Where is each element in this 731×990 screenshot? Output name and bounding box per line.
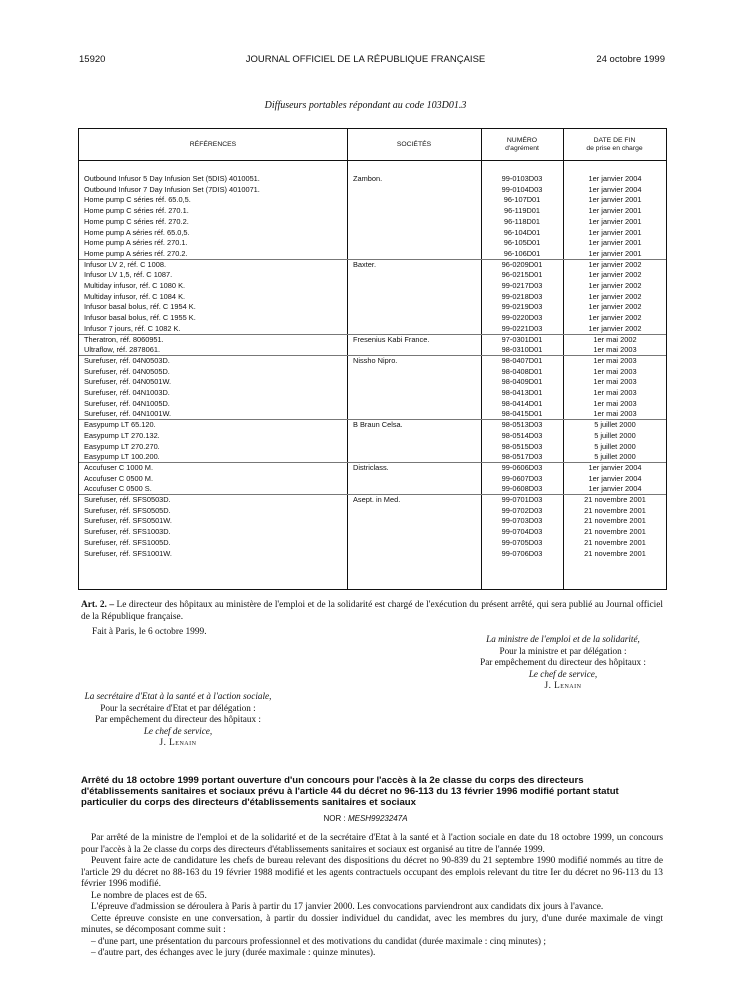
numero-cell: 99-0705D03 (501, 537, 543, 547)
numero-cell: 99-0103D03 (501, 174, 543, 183)
date-cell: 1er janvier 2004 (588, 174, 642, 183)
reference-cell: Ultraflow, réf. 2878061. (84, 345, 161, 355)
date-cell: 5 juillet 2000 (594, 452, 636, 462)
reference-cell: Home pump C séries réf. 270.2. (84, 216, 189, 226)
numero-cell: 99-0219D03 (501, 302, 543, 312)
numero-cell: 99-0218D03 (501, 291, 543, 301)
date-cell: 1er janvier 2004 (588, 473, 642, 483)
numero-cell: 96-0215D01 (501, 270, 543, 280)
date-cell: 1er janvier 2002 (588, 281, 642, 290)
reference-cell: Infusor basal bolus, réf. C 1954 K. (84, 302, 196, 312)
reference-cell: Surefuser, réf. 04N0503D. (84, 355, 170, 365)
reference-cell: Outbound Infusor 5 Day Infusion Set (5DIS) 4010051. (84, 174, 260, 183)
date-cell: 1er janvier 2002 (588, 291, 642, 301)
devices-table (78, 128, 667, 590)
date-cell: 1er janvier 2002 (588, 302, 642, 312)
reference-cell: Easypump LT 65.120. (84, 420, 156, 430)
date-cell: 1er mai 2003 (593, 355, 637, 365)
table-row (79, 217, 666, 228)
table-row (79, 185, 666, 196)
table-row (79, 463, 666, 474)
table-row (79, 431, 666, 442)
table-row (79, 549, 666, 560)
date-cell: 1er janvier 2004 (588, 484, 642, 494)
date-cell: 21 novembre 2001 (584, 495, 646, 504)
paragraph: – d'une part, une présentation du parcours professionnel et des motivations du candidat (durée maximale : cinq minutes) ; (91, 936, 546, 947)
reference-cell: Home pump A séries réf. 270.1. (84, 238, 188, 248)
signature-ministre: La ministre de l'emploi et de la solidarité, Pour la ministre et par délégation : Par empêchement du directeur des hôpitaux : Le chef de service, J. Lenain (480, 634, 646, 690)
numero-cell: 99-0221D03 (501, 323, 543, 333)
reference-cell: Accufuser C 1000 M. (84, 462, 154, 472)
numero-cell: 98-0515D03 (501, 441, 543, 451)
date-cell: 1er janvier 2004 (588, 462, 642, 472)
reference-cell: Surefuser, réf. 04N1001W. (84, 409, 172, 419)
table-row (79, 538, 666, 549)
article-2 (81, 600, 663, 623)
reference-cell: Infusor basal bolus, réf. C 1955 K. (84, 313, 196, 323)
date-cell: 1er janvier 2001 (588, 195, 642, 205)
article-2-text: Le directeur des hôpitaux au ministère de l'emploi et de la solidarité est chargé de l'exécution du présent arrêté, qui sera publié au Journal officiel de la République française. (81, 600, 664, 622)
header-societes: SOCIÉTÉS (396, 140, 432, 148)
paragraph: – d'autre part, des échanges avec le jury (durée maximale : quinze minutes). (91, 948, 376, 958)
numero-cell: 99-0220D03 (501, 313, 543, 323)
table-row (79, 367, 666, 378)
company-cell: Fresenius Kabi France. (353, 334, 430, 344)
date-cell: 21 novembre 2001 (584, 527, 646, 537)
numero-cell: 98-0414D01 (501, 398, 543, 408)
date-cell: 1er janvier 2004 (588, 184, 642, 194)
date-cell: 1er mai 2003 (593, 366, 637, 376)
reference-cell: Multiday infusor, réf. C 1084 K. (84, 291, 186, 301)
table-row (79, 388, 666, 399)
reference-cell: Surefuser, réf. 04N1005D. (84, 398, 170, 408)
date-cell: 21 novembre 2001 (584, 537, 646, 547)
date-cell: 5 juillet 2000 (594, 420, 636, 430)
date-cell: 5 juillet 2000 (594, 441, 636, 451)
article-2-label: Art. 2. – (81, 600, 115, 610)
date-cell: 1er janvier 2001 (588, 227, 642, 237)
numero-cell: 99-0104D03 (501, 184, 543, 194)
reference-cell: Surefuser, réf. SFS0503D. (84, 495, 171, 504)
table-row (79, 399, 666, 410)
date-cell: 21 novembre 2001 (584, 548, 646, 558)
numero-cell: 97-0301D01 (501, 334, 543, 344)
numero-cell: 99-0701D03 (501, 495, 543, 504)
table-row (79, 313, 666, 324)
company-cell: B Braun Celsa. (353, 420, 403, 430)
date-cell: 5 juillet 2000 (594, 430, 636, 440)
reference-cell: Surefuser, réf. 04N1003D. (84, 388, 170, 397)
date-cell: 1er mai 2003 (593, 388, 637, 397)
date-cell: 1er mai 2003 (593, 398, 637, 408)
reference-cell: Home pump A séries réf. 270.2. (84, 248, 188, 258)
table-row (79, 516, 666, 527)
paragraph: L'épreuve d'admission se déroulera à Paris à partir du 17 janvier 2000. Les convocations parviendront aux candidats dix jours à l'avance. (91, 902, 604, 912)
page-header (0, 54, 731, 68)
table-row (79, 377, 666, 388)
table-row (79, 356, 666, 367)
reference-cell: Accufuser C 0500 M. (84, 473, 154, 483)
issue-date: 24 octobre 1999 (596, 54, 665, 65)
table-row (79, 195, 666, 206)
nor-reference: NOR : MESH9923247A (323, 814, 408, 823)
reference-cell: Surefuser, réf. SFS1003D. (84, 527, 171, 537)
numero-cell: 99-0703D03 (501, 516, 543, 526)
reference-cell: Surefuser, réf. 04N0501W. (84, 377, 172, 387)
fait-a-paris: Fait à Paris, le 6 octobre 1999. (92, 627, 207, 637)
numero-cell: 98-0413D01 (501, 388, 543, 397)
table-row (79, 292, 666, 303)
reference-cell: Theratron, réf. 8060951. (84, 334, 164, 344)
arrete-title: Arrêté du 18 octobre 1999 portant ouverture d'un concours pour l'accès à la 2e classe du corps des directeurs d'établissements sanitaires et sociaux prévu à l'article 44 du décret no 96-113 du 13 février 1996 modifié portant statut particulier du corps des directeurs d'établissements sanitaires et sociaux (81, 775, 619, 808)
arrete-body (81, 833, 663, 960)
numero-cell: 98-0514D03 (501, 430, 543, 440)
numero-cell: 99-0704D03 (501, 527, 543, 537)
numero-cell: 96-106D01 (503, 248, 541, 258)
header-numero: NUMÉRO d'agrément (505, 136, 539, 152)
reference-cell: Surefuser, réf. SFS0501W. (84, 516, 172, 526)
date-cell: 1er mai 2003 (593, 345, 637, 355)
numero-cell: 96-105D01 (503, 238, 541, 248)
table-caption: Diffuseurs portables répondant au code 103D01.3 (264, 100, 467, 111)
reference-cell: Multiday infusor, réf. C 1080 K. (84, 281, 186, 290)
date-cell: 1er janvier 2001 (588, 248, 642, 258)
numero-cell: 98-0408D01 (501, 366, 543, 376)
numero-cell: 99-0217D03 (501, 281, 543, 290)
numero-cell: 98-0310D01 (501, 345, 543, 355)
numero-cell: 96-119D01 (503, 206, 541, 216)
numero-cell: 96-104D01 (503, 227, 541, 237)
numero-cell: 98-0407D01 (501, 355, 543, 365)
table-row (79, 527, 666, 538)
date-cell: 21 novembre 2001 (584, 516, 646, 526)
table-row (79, 260, 666, 271)
reference-cell: Infusor LV 2, réf. C 1008. (84, 259, 167, 269)
reference-cell: Easypump LT 270.132. (84, 430, 160, 440)
reference-cell: Surefuser, réf. 04N0505D. (84, 366, 170, 376)
paragraph: Par arrêté de la ministre de l'emploi et de la solidarité et de la secrétaire d'Etat à la santé et à l'action sociale en date du 18 octobre 1999, un concours pour l'accès à la 2e classe du corps des directeurs d'établissements sanitaires et sociaux est organisé au titre de l'année 1999. (81, 833, 663, 855)
date-cell: 1er mai 2003 (593, 409, 637, 419)
table-row (79, 506, 666, 517)
journal-title: JOURNAL OFFICIEL DE LA RÉPUBLIQUE FRANÇAISE (245, 54, 486, 65)
table-row (79, 474, 666, 485)
reference-cell: Infusor 7 jours, réf. C 1082 K. (84, 323, 181, 333)
numero-cell: 98-0513D03 (501, 420, 543, 430)
date-cell: 1er janvier 2002 (588, 313, 642, 323)
numero-cell: 96-0209D01 (501, 259, 543, 269)
date-cell: 1er janvier 2001 (588, 206, 642, 216)
date-cell: 1er mai 2003 (593, 377, 637, 387)
date-cell: 1er janvier 2001 (588, 216, 642, 226)
table-row (79, 302, 666, 313)
table-row (79, 270, 666, 281)
signature-secretaire: La secrétaire d'Etat à la santé et à l'action sociale, Pour la secrétaire d'Etat et par délégation : Par empêchement du directeur des hôpitaux : Le chef de service, J. Lenain (84, 691, 272, 747)
reference-cell: Home pump A séries réf. 65.0,5. (84, 227, 190, 237)
numero-cell: 99-0702D03 (501, 505, 543, 515)
company-cell: Nissho Nipro. (353, 355, 398, 365)
reference-cell: Easypump LT 100.200. (84, 452, 160, 462)
header-references: RÉFÉRENCES (189, 140, 237, 148)
table-row (79, 228, 666, 239)
company-cell: Zambon. (353, 174, 383, 183)
numero-cell: 98-0517D03 (501, 452, 543, 462)
reference-cell: Easypump LT 270.270. (84, 441, 160, 451)
table-row (79, 442, 666, 453)
table-row (79, 335, 666, 346)
reference-cell: Surefuser, réf. SFS0505D. (84, 505, 171, 515)
reference-cell: Surefuser, réf. SFS1001W. (84, 548, 172, 558)
reference-cell: Accufuser C 0500 S. (84, 484, 152, 494)
numero-cell: 96-107D01 (503, 195, 541, 205)
table-row (79, 174, 666, 185)
date-cell: 1er janvier 2001 (588, 238, 642, 248)
paragraph: Peuvent faire acte de candidature les chefs de bureau relevant des dispositions du décret no 90-839 du 21 septembre 1990 modifié nommés au titre de l'article 29 du décret no 88-163 du 19 février 1988 modifié et les agents contractuels occupant des emplois relevant du titre Ier du décret no 96-113 du 13 février 1996 modifié. (81, 856, 663, 889)
numero-cell: 98-0409D01 (501, 377, 543, 387)
paragraph: Le nombre de places est de 65. (91, 890, 207, 901)
date-cell: 1er janvier 2002 (588, 259, 642, 269)
reference-cell: Home pump C séries réf. 65.0,5. (84, 195, 191, 205)
company-cell: Districlass. (353, 462, 389, 472)
date-cell: 1er janvier 2002 (588, 323, 642, 333)
table-row (79, 238, 666, 249)
header-date-fin: DATE DE FIN de prise en charge (586, 136, 643, 152)
page-number: 15920 (79, 54, 106, 65)
table-row (79, 495, 666, 506)
paragraph: Cette épreuve consiste en une conversation, à partir du dossier individuel du candidat, avec les membres du jury, d'une durée maximale de vingt minutes, se décomposant comme suit : (81, 913, 663, 935)
reference-cell: Surefuser, réf. SFS1005D. (84, 537, 171, 547)
company-cell: Asept. in Med. (353, 495, 401, 504)
numero-cell: 99-0608D03 (501, 484, 543, 494)
numero-cell: 98-0415D01 (501, 409, 543, 419)
date-cell: 1er janvier 2002 (588, 270, 642, 280)
numero-cell: 99-0607D03 (501, 473, 543, 483)
reference-cell: Home pump C séries réf. 270.1. (84, 206, 189, 216)
table-row (79, 281, 666, 292)
company-cell: Baxter. (353, 259, 377, 269)
date-cell: 1er mai 2002 (593, 334, 637, 344)
date-cell: 21 novembre 2001 (584, 505, 646, 515)
table-row (79, 206, 666, 217)
table-row (79, 420, 666, 431)
numero-cell: 99-0606D03 (501, 462, 543, 472)
reference-cell: Infusor LV 1,5, réf. C 1087. (84, 270, 173, 280)
reference-cell: Outbound Infusor 7 Day Infusion Set (7DIS) 4010071. (84, 184, 260, 194)
numero-cell: 99-0706D03 (501, 548, 543, 558)
numero-cell: 96-118D01 (503, 216, 541, 226)
